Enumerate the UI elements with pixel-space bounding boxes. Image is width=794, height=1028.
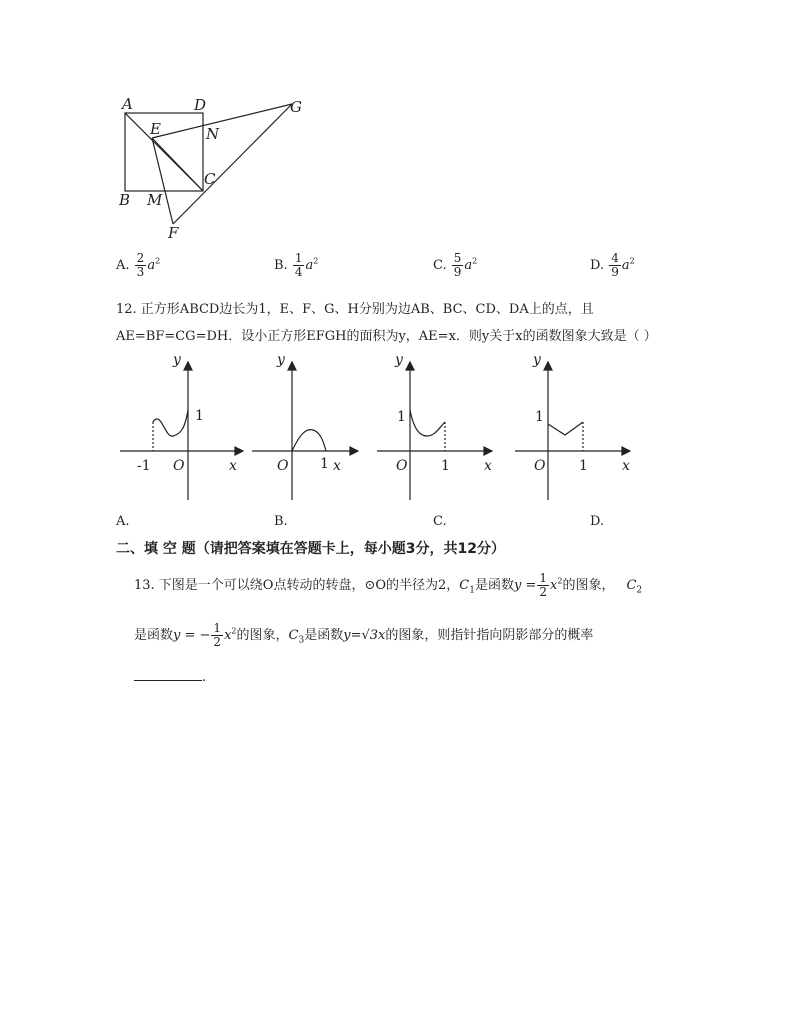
- y-axis-arrow: [184, 362, 192, 370]
- curve: [548, 422, 583, 435]
- q12-line1: 12. 正方形ABCD边长为1，E、F、G、H分别为边AB、BC、CD、DA上的点，且: [116, 302, 594, 317]
- label-one: 1: [320, 456, 329, 472]
- q12-option-a[interactable]: A.: [116, 514, 130, 529]
- label-o: O: [277, 458, 289, 474]
- label-x: x: [229, 458, 237, 474]
- label-a: A: [122, 95, 133, 113]
- segment-ec: [152, 138, 203, 191]
- label-y: y: [277, 352, 285, 368]
- q12-graph-d: [510, 350, 640, 505]
- label-y: y: [533, 352, 541, 368]
- label-x: x: [484, 458, 492, 474]
- label-one-x: 1: [441, 458, 450, 474]
- x-axis-arrow: [622, 447, 630, 455]
- q12-option-d[interactable]: D.: [590, 514, 605, 529]
- q12-option-c[interactable]: C.: [433, 514, 447, 529]
- q11-option-c[interactable]: C. $\frac{5}{9}$ $a^2$: [433, 251, 478, 279]
- label-y: y: [395, 352, 403, 368]
- label-g: G: [290, 98, 302, 116]
- label-o: O: [173, 458, 185, 474]
- answer-blank[interactable]: [134, 668, 202, 681]
- q13-line3: .: [134, 668, 206, 685]
- y-axis-arrow: [406, 362, 414, 370]
- label-x: x: [622, 458, 630, 474]
- x-axis-arrow: [350, 447, 358, 455]
- label-one-y: 1: [535, 409, 544, 425]
- label-m: M: [147, 191, 163, 209]
- q13-line1: 13. 下图是一个可以绕O点转动的转盘，⊙O的半径为2，$C_1$是函数y = $\frac{1}{2}$ $x^2$的图象， $C_2$: [134, 571, 643, 599]
- y-axis-arrow: [288, 362, 296, 370]
- label-n: N: [206, 125, 220, 143]
- segment-fg: [173, 104, 292, 224]
- label-o: O: [396, 458, 408, 474]
- label-d: D: [194, 96, 207, 114]
- label-x: x: [333, 458, 341, 474]
- q11-option-a[interactable]: A. $\frac{2}{3}$ $a^2$: [116, 251, 161, 279]
- segment-eg: [152, 104, 292, 138]
- q12-graph-c: [372, 350, 502, 505]
- curve: [153, 410, 188, 436]
- label-one-x: 1: [579, 458, 588, 474]
- label-b: B: [119, 191, 131, 209]
- q12-graph-a: [115, 350, 245, 505]
- label-e: E: [150, 120, 161, 138]
- label-c: C: [204, 170, 216, 188]
- q12-graph-b: [250, 350, 365, 505]
- label-f: F: [168, 224, 179, 242]
- x-axis-arrow: [484, 447, 492, 455]
- curve: [410, 410, 445, 436]
- label-one-y: 1: [397, 409, 406, 425]
- section-title: 二、填 空 题（请把答案填在答题卡上，每小题3分，共12分）: [116, 541, 505, 557]
- q11-option-b[interactable]: B. $\frac{1}{4}$ $a^2$: [274, 251, 319, 279]
- label-one: 1: [195, 408, 204, 424]
- q11-option-d[interactable]: D. $\frac{4}{9}$ $a^2$: [590, 251, 635, 279]
- q12-line2: AE=BF=CG=DH．设小正方形EFGH的面积为y，AE=x．则y关于x的函数图象大致是（ ）: [116, 329, 657, 344]
- label-y: y: [173, 352, 181, 368]
- x-axis-arrow: [235, 447, 243, 455]
- y-axis-arrow: [544, 362, 552, 370]
- label-neg-one: -1: [137, 458, 151, 474]
- label-o: O: [534, 458, 546, 474]
- curve: [292, 430, 326, 451]
- q13-line2: 是函数y = − $\frac{1}{2}$ $x^2$的图象，$C_3$是函数y=√3x的图象，则指针指向阴影部分的概率: [134, 621, 594, 649]
- q11-figure: [110, 92, 320, 242]
- q12-option-b[interactable]: B.: [274, 514, 288, 529]
